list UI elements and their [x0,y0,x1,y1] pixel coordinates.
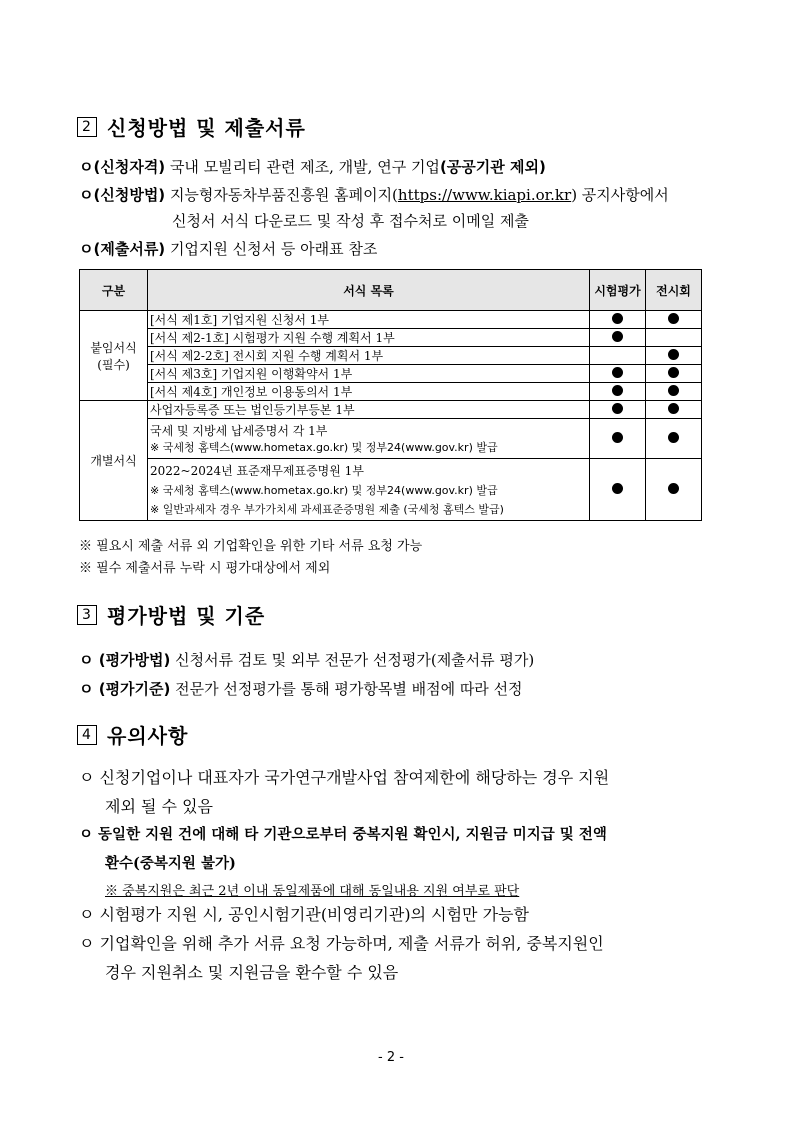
form-item-title: 2022~2024년 표준재무제표증명원 1부 [150,464,364,478]
notice-item-1: ㅇ 신청기업이나 대표자가 국가연구개발사업 참여제한에 해당하는 경우 지원 [79,768,610,787]
method-text-2: ) 공지사항에서 [571,186,669,204]
documents-line [79,238,377,259]
notice-item-1-cont: 제외 될 수 있음 [105,797,213,816]
form-item-title: 국세 및 지방세 납세증명서 각 1부 [150,424,328,438]
form-item: [서식 제4호] 개인정보 이용동의서 1부 [148,383,590,401]
eval-method-line [79,649,534,670]
page-number: - 2 - [378,1050,404,1065]
bullet-dot-icon [612,403,623,414]
table-row [80,419,702,459]
method-label: ㅇ(신청방법) [79,186,166,204]
table-row [80,459,702,521]
section-2-heading [77,112,306,141]
exhibition-mark [646,311,702,329]
bullet-dot-icon [612,313,623,324]
bullet-dot-icon [668,483,679,494]
notice-item-4-cont: 경우 지원취소 및 지원금을 환수할 수 있음 [105,963,399,982]
documents-text: 기업지원 신청서 등 아래표 참조 [165,240,378,258]
form-item: [서식 제1호] 기업지원 신청서 1부 [148,311,590,329]
category-attached-label: 붙임서식 [90,340,137,355]
method-text: 지능형자동차부품진흥원 홈페이지( [165,186,398,204]
table-row [80,347,702,365]
header-test: 시험평가 [590,270,646,311]
eval-criteria-label: ㅇ (평가기준) [79,680,171,698]
form-item-note: ※ 국세청 홈텍스(www.hometax.go.kr) 및 정부24(www.gov.kr) 발급 [150,484,498,497]
eval-method-text: 신청서류 검토 및 외부 전문가 선정평가(제출서류 평가) [170,651,535,669]
bullet-dot-icon [612,385,623,396]
bullet-dot-icon [612,367,623,378]
eligibility-bold: (공공기관 제외) [439,158,546,176]
section-number: 2 [77,117,97,137]
section-4-heading [77,720,188,749]
table-row [80,365,702,383]
section-3-heading [77,600,265,629]
table-row [80,311,702,329]
form-item: [서식 제2-1호] 시험평가 지원 수행 계획서 1부 [148,329,590,347]
eval-criteria-text: 전문가 선정평가를 통해 평가항목별 배점에 따라 선정 [170,680,523,698]
bullet-dot-icon [612,432,623,443]
category-attached [80,311,148,401]
table-row [80,401,702,419]
notice-item-2-cont: 환수(중복지원 불가) [105,855,236,872]
exhibition-mark [646,459,702,521]
exhibition-mark [646,419,702,459]
category-attached-sub: (필수) [97,357,130,372]
form-item: 사업자등록증 또는 법인등기부등본 1부 [148,401,590,419]
test-mark [590,347,646,365]
kiapi-link[interactable]: https://www.kiapi.or.kr [397,186,572,204]
header-forms: 서식 목록 [148,270,590,311]
notice-item-2: ㅇ 동일한 지원 건에 대해 타 기관으로부터 중복지원 확인시, 지원금 미지급 및 전액 [79,826,607,843]
eval-method-label: ㅇ (평가방법) [79,651,171,669]
notice-item-3: ㅇ 시험평가 지원 시, 공인시험기관(비영리기관)의 시험만 가능함 [79,905,529,924]
form-item-note: ※ 일반과세자 경우 부가가치세 과세표준증명원 제출 (국세청 홈텍스 발급) [150,503,504,516]
table-header-row [80,270,702,311]
test-mark [590,311,646,329]
test-mark [590,329,646,347]
section-number: 3 [77,605,97,625]
test-mark [590,383,646,401]
category-individual: 개별서식 [80,401,148,521]
section-number: 4 [77,725,97,745]
bullet-dot-icon [668,367,679,378]
eligibility-text: 국내 모빌리티 관련 제조, 개발, 연구 기업 [165,158,440,176]
test-mark [590,459,646,521]
form-item: [서식 제2-2호] 전시회 지원 수행 계획서 1부 [148,347,590,365]
bullet-dot-icon [612,331,623,342]
bullet-dot-icon [668,385,679,396]
test-mark [590,419,646,459]
bullet-dot-icon [668,432,679,443]
test-mark [590,365,646,383]
note-2: ※ 필수 제출서류 누락 시 평가대상에서 제외 [79,561,331,576]
bullet-dot-icon [612,483,623,494]
exhibition-mark [646,401,702,419]
bullet-dot-icon [668,349,679,360]
method-line [79,184,669,205]
method-line-2: 신청서 서식 다운로드 및 작성 후 접수처로 이메일 제출 [172,212,529,230]
exhibition-mark [646,347,702,365]
header-category: 구분 [80,270,148,311]
note-1: ※ 필요시 제출 서류 외 기업확인을 위한 기타 서류 요청 가능 [79,539,423,554]
exhibition-mark [646,329,702,347]
form-item-note: ※ 국세청 홈텍스(www.hometax.go.kr) 및 정부24(www.gov.kr) 발급 [150,441,498,454]
table-row [80,383,702,401]
notice-item-4: ㅇ 기업확인을 위해 추가 서류 요청 가능하며, 제출 서류가 허위, 중복지원인 [79,934,604,953]
form-item [148,419,590,459]
test-mark [590,401,646,419]
eligibility-label: ㅇ(신청자격) [79,158,166,176]
section-title: 평가방법 및 기준 [107,604,266,628]
section-title: 신청방법 및 제출서류 [107,116,306,140]
eligibility-line [79,156,546,177]
documents-table [79,269,702,521]
header-exhibition: 전시회 [646,270,702,311]
form-item [148,459,590,521]
documents-label: ㅇ(제출서류) [79,240,166,258]
bullet-dot-icon [668,313,679,324]
form-item: [서식 제3호] 기업지원 이행확약서 1부 [148,365,590,383]
eval-criteria-line [79,678,523,699]
exhibition-mark [646,365,702,383]
table-row [80,329,702,347]
bullet-dot-icon [668,403,679,414]
notice-item-2-note: ※ 중복지원은 최근 2년 이내 동일제품에 대해 동일내용 지원 여부로 판단 [105,884,520,899]
exhibition-mark [646,383,702,401]
section-title: 유의사항 [107,724,189,748]
